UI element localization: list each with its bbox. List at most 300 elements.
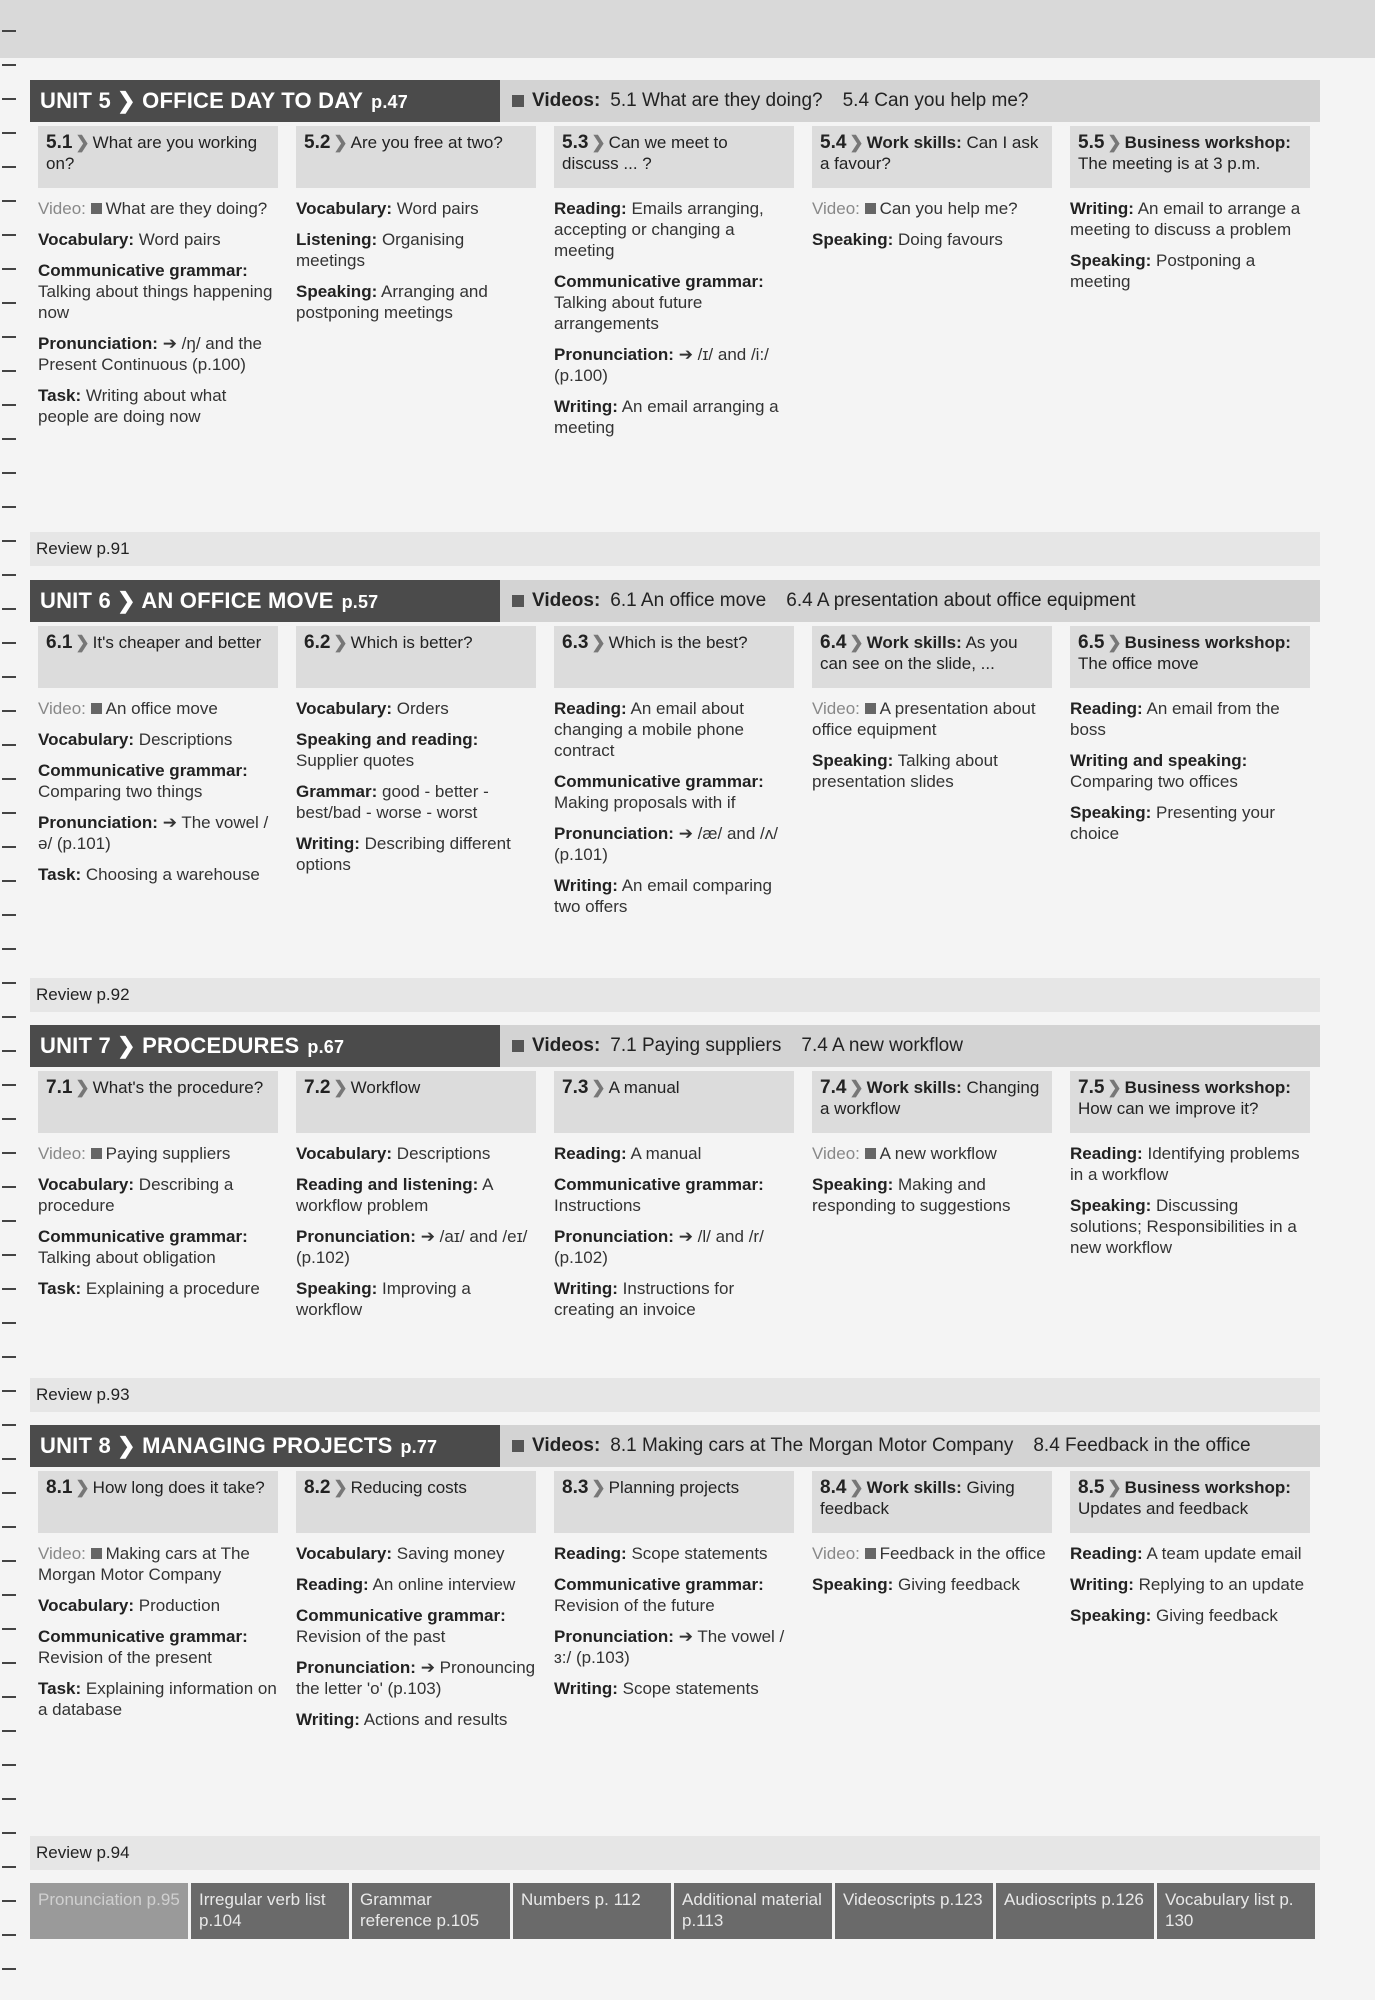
- lesson-item: [1070, 198, 1310, 240]
- unit-header: [30, 1425, 1320, 1467]
- item-text: Making cars at The Morgan Motor Company: [38, 1544, 250, 1584]
- chevron-right-icon: ❯: [849, 1478, 864, 1497]
- margin-mark: [2, 268, 16, 270]
- lesson-title: The meeting is at 3 p.m.: [1078, 154, 1261, 173]
- lesson-item: [812, 750, 1052, 792]
- margin-mark: [2, 1934, 16, 1936]
- margin-mark: [2, 98, 16, 100]
- item-label: Reading:: [1070, 1144, 1143, 1163]
- margin-mark: [2, 1832, 16, 1834]
- item-text: Comparing two offices: [1070, 772, 1238, 791]
- lesson-item: [812, 1143, 1052, 1164]
- lesson-column: [1062, 126, 1320, 448]
- margin-mark: [2, 1662, 16, 1664]
- lesson-item: [296, 729, 536, 771]
- lesson-item: [296, 1574, 536, 1595]
- chevron-right-icon: ❯: [849, 633, 864, 652]
- item-text: What are they doing?: [105, 199, 268, 218]
- lesson-number: 6.3: [562, 632, 589, 653]
- item-text: A team update email: [1146, 1544, 1302, 1563]
- lesson-item: [1070, 802, 1310, 844]
- item-label: Task:: [38, 1679, 82, 1698]
- item-text: Scope statements: [622, 1679, 759, 1698]
- item-text: Talking about presentation slides: [812, 751, 998, 791]
- item-text: Replying to an update: [1138, 1575, 1305, 1594]
- item-text: Instructions for creating an invoice: [554, 1279, 735, 1319]
- item-text: Word pairs: [138, 230, 221, 249]
- chevron-right-icon: ❯: [1107, 633, 1122, 652]
- lesson-item: [38, 229, 278, 250]
- lesson-column: [546, 126, 804, 448]
- margin-mark: [2, 472, 16, 474]
- item-label: Pronunciation:: [554, 1627, 674, 1646]
- lesson-number: 8.5: [1078, 1477, 1105, 1498]
- item-text: An office move: [105, 699, 218, 718]
- margin-mark: [2, 1016, 16, 1018]
- item-label: Reading:: [296, 1575, 369, 1594]
- lesson-columns: [30, 126, 1320, 448]
- item-label: Video:: [38, 1544, 86, 1563]
- item-label: Pronunciation:: [554, 824, 674, 843]
- lesson-number: 6.2: [304, 632, 331, 653]
- unit-section: [30, 1025, 1320, 1330]
- item-text: ➔ Pronouncing the letter 'o' (p.103): [296, 1658, 536, 1698]
- lesson-column: [546, 1071, 804, 1330]
- lesson-type: Work skills:: [866, 1078, 962, 1097]
- unit-title-text: UNIT 7 ❯ PROCEDURES: [40, 1033, 300, 1058]
- item-text: Giving feedback: [897, 1575, 1020, 1594]
- lesson-item: [38, 1226, 278, 1268]
- item-text: Talking about obligation: [38, 1248, 216, 1267]
- lesson-title: Reducing costs: [350, 1478, 467, 1497]
- lesson-column: [30, 1071, 288, 1330]
- chevron-right-icon: ❯: [1107, 1078, 1122, 1097]
- item-text: An online interview: [372, 1575, 516, 1594]
- item-label: Speaking:: [296, 282, 378, 301]
- lesson-column: [1062, 1071, 1320, 1330]
- lesson-column: [1062, 626, 1320, 927]
- video-title: 5.1 What are they doing?: [610, 90, 823, 111]
- lesson-item: [812, 1543, 1052, 1564]
- lesson-column: [288, 1071, 546, 1330]
- chevron-right-icon: ❯: [1107, 1478, 1122, 1497]
- lesson-item: [812, 1574, 1052, 1595]
- item-label: Speaking:: [812, 230, 894, 249]
- margin-mark: [2, 1560, 16, 1562]
- lesson-title: Can we meet to discuss ... ?: [562, 133, 728, 173]
- unit-page: p.57: [341, 592, 379, 612]
- item-label: Reading and listening:: [296, 1175, 479, 1194]
- item-label: Reading:: [554, 199, 627, 218]
- lesson-columns: [30, 1071, 1320, 1330]
- lesson-item: [554, 875, 794, 917]
- margin-mark: [2, 574, 16, 576]
- lesson-item: [554, 271, 794, 334]
- margin-mark: [2, 1288, 16, 1290]
- lesson-header: [1070, 1471, 1310, 1533]
- item-label: Pronunciation:: [554, 345, 674, 364]
- item-label: Vocabulary:: [38, 1175, 135, 1194]
- lesson-type: Work skills:: [866, 133, 962, 152]
- item-label: Pronunciation:: [38, 334, 158, 353]
- unit-title: [30, 580, 500, 622]
- item-label: Vocabulary:: [296, 1144, 393, 1163]
- margin-mark: [2, 1390, 16, 1392]
- video-title: 7.4 A new workflow: [801, 1035, 963, 1056]
- item-text: ➔ /aɪ/ and /eɪ/ (p.102): [296, 1227, 528, 1267]
- item-text: Choosing a warehouse: [85, 865, 260, 884]
- margin-mark: [2, 1254, 16, 1256]
- margin-mark: [2, 1696, 16, 1698]
- appendix-item: Grammar reference p.105: [352, 1883, 510, 1939]
- chevron-right-icon: ❯: [849, 133, 864, 152]
- lesson-item: [812, 1174, 1052, 1216]
- lesson-item: [38, 1174, 278, 1216]
- item-text: Paying suppliers: [105, 1144, 231, 1163]
- item-label: Writing:: [1070, 199, 1134, 218]
- margin-mark: [2, 676, 16, 678]
- item-label: Pronunciation:: [554, 1227, 674, 1246]
- lesson-title: Giving feedback: [820, 1478, 1015, 1518]
- margin-mark: [2, 64, 16, 66]
- lesson-item: [38, 698, 278, 719]
- video-title: 6.4 A presentation about office equipment: [786, 590, 1136, 611]
- unit-videos: [500, 80, 1320, 122]
- item-label: Reading:: [1070, 699, 1143, 718]
- lesson-number: 5.1: [46, 132, 73, 153]
- margin-mark: [2, 1730, 16, 1732]
- lesson-number: 5.4: [820, 132, 847, 153]
- margin-mark: [2, 200, 16, 202]
- lesson-title: Updates and feedback: [1078, 1499, 1249, 1518]
- chevron-right-icon: ❯: [75, 1078, 90, 1097]
- lesson-number: 5.5: [1078, 132, 1105, 153]
- unit-title-text: UNIT 6 ❯ AN OFFICE MOVE: [40, 588, 334, 613]
- item-label: Speaking:: [812, 1175, 894, 1194]
- item-label: Communicative grammar:: [296, 1606, 506, 1625]
- lesson-title: It's cheaper and better: [92, 633, 262, 652]
- item-label: Speaking:: [1070, 803, 1152, 822]
- lesson-number: 6.1: [46, 632, 73, 653]
- lesson-item: [296, 1278, 536, 1320]
- lesson-header: [812, 626, 1052, 688]
- video-title: 6.1 An office move: [610, 590, 767, 611]
- item-text: Making and responding to suggestions: [812, 1175, 1011, 1215]
- unit-title-text: UNIT 5 ❯ OFFICE DAY TO DAY: [40, 88, 364, 113]
- review-link: Review p.94: [30, 1836, 1320, 1870]
- item-text: Identifying problems in a workflow: [1070, 1144, 1300, 1184]
- item-label: Writing:: [554, 397, 618, 416]
- item-label: Video:: [812, 1144, 860, 1163]
- lesson-header: [554, 626, 794, 688]
- lesson-item: [554, 344, 794, 386]
- video-title: 8.1 Making cars at The Morgan Motor Company: [610, 1435, 1014, 1456]
- lesson-item: [296, 229, 536, 271]
- lesson-column: [30, 626, 288, 927]
- video-title: 8.4 Feedback in the office: [1033, 1435, 1251, 1456]
- chevron-right-icon: ❯: [75, 133, 90, 152]
- lesson-item: [296, 1543, 536, 1564]
- lesson-header: [812, 1471, 1052, 1533]
- lesson-item: [1070, 698, 1310, 740]
- lesson-type: Work skills:: [866, 633, 962, 652]
- lesson-column: [804, 1071, 1062, 1330]
- lesson-item: [38, 1278, 278, 1299]
- item-label: Vocabulary:: [38, 230, 135, 249]
- lesson-item: [38, 260, 278, 323]
- video-icon: [512, 595, 524, 607]
- item-text: Describing different options: [296, 834, 511, 874]
- item-label: Task:: [38, 386, 82, 405]
- margin-mark: [2, 1322, 16, 1324]
- item-text: ➔ The vowel /ɜ:/ (p.103): [554, 1627, 785, 1667]
- lesson-item: [554, 198, 794, 261]
- lesson-title: How can we improve it?: [1078, 1099, 1259, 1118]
- margin-mark: [2, 370, 16, 372]
- margin-mark: [2, 132, 16, 134]
- item-label: Communicative grammar:: [38, 1227, 248, 1246]
- margin-mark: [2, 846, 16, 848]
- item-text: Saving money: [396, 1544, 505, 1563]
- margin-mark: [2, 166, 16, 168]
- margin-mark: [2, 1424, 16, 1426]
- lesson-title: What's the procedure?: [92, 1078, 264, 1097]
- unit-page: p.47: [371, 92, 408, 112]
- binding-margin-marks: [0, 30, 24, 1990]
- appendix-item: Additional material p.113: [674, 1883, 832, 1939]
- item-text: An email arranging a meeting: [554, 397, 779, 437]
- item-text: An email comparing two offers: [554, 876, 772, 916]
- lesson-header: [1070, 1071, 1310, 1133]
- item-label: Vocabulary:: [296, 199, 393, 218]
- item-text: Instructions: [554, 1196, 641, 1215]
- chevron-right-icon: ❯: [333, 633, 348, 652]
- video-icon: [865, 203, 876, 214]
- lesson-item: [38, 333, 278, 375]
- unit-page: p.67: [307, 1037, 345, 1057]
- margin-mark: [2, 438, 16, 440]
- item-text: Making proposals with if: [554, 793, 736, 812]
- item-text: Giving feedback: [1155, 1606, 1278, 1625]
- lesson-type: Work skills:: [866, 1478, 962, 1497]
- lesson-item: [1070, 750, 1310, 792]
- chevron-right-icon: ❯: [591, 1078, 606, 1097]
- item-text: Orders: [396, 699, 449, 718]
- unit-title: [30, 1025, 500, 1067]
- lesson-type: Business workshop:: [1124, 1478, 1291, 1497]
- lesson-title: Changing a workflow: [820, 1078, 1040, 1118]
- item-text: ➔ /l/ and /r/ (p.102): [554, 1227, 764, 1267]
- lesson-item: [1070, 250, 1310, 292]
- lesson-item: [296, 1657, 536, 1699]
- lesson-title: Are you free at two?: [350, 133, 503, 152]
- item-text: Supplier quotes: [296, 751, 415, 770]
- item-text: Talking about things happening now: [38, 282, 273, 322]
- lesson-header: [38, 1071, 278, 1133]
- item-text: Emails arranging, accepting or changing a meeting: [554, 199, 764, 260]
- lesson-column: [546, 626, 804, 927]
- item-text: An email to arrange a meeting to discuss a problem: [1070, 199, 1301, 239]
- item-label: Pronunciation:: [296, 1658, 416, 1677]
- margin-mark: [2, 914, 16, 916]
- lesson-number: 6.4: [820, 632, 847, 653]
- item-text: A new workflow: [879, 1144, 997, 1163]
- item-text: Comparing two things: [38, 782, 203, 801]
- lesson-item: [38, 198, 278, 219]
- lesson-column: [30, 126, 288, 448]
- item-text: A manual: [630, 1144, 702, 1163]
- lesson-header: [296, 626, 536, 688]
- lesson-header: [296, 126, 536, 188]
- margin-mark: [2, 1594, 16, 1596]
- lesson-title: Can I ask a favour?: [820, 133, 1039, 173]
- unit-title: [30, 1425, 500, 1467]
- lesson-header: [38, 1471, 278, 1533]
- item-text: Doing favours: [897, 230, 1003, 249]
- item-label: Video:: [812, 1544, 860, 1563]
- item-label: Video:: [812, 699, 860, 718]
- lesson-item: [296, 1709, 536, 1730]
- lesson-column: [546, 1471, 804, 1740]
- margin-mark: [2, 812, 16, 814]
- item-text: Can you help me?: [879, 199, 1018, 218]
- item-label: Writing:: [554, 1679, 618, 1698]
- margin-mark: [2, 608, 16, 610]
- item-label: Vocabulary:: [38, 730, 135, 749]
- lesson-number: 7.1: [46, 1077, 73, 1098]
- lesson-column: [804, 626, 1062, 927]
- margin-mark: [2, 1628, 16, 1630]
- lesson-title: Which is the best?: [608, 633, 748, 652]
- lesson-item: [296, 198, 536, 219]
- item-text: Organising meetings: [296, 230, 465, 270]
- margin-mark: [2, 1526, 16, 1528]
- appendix-item: Numbers p. 112: [513, 1883, 671, 1939]
- lesson-column: [804, 1471, 1062, 1740]
- appendix-item: Audioscripts p.126: [996, 1883, 1154, 1939]
- item-text: Revision of the future: [554, 1596, 715, 1615]
- item-label: Reading:: [1070, 1544, 1143, 1563]
- lesson-item: [296, 1605, 536, 1647]
- lesson-item: [812, 698, 1052, 740]
- item-text: Feedback in the office: [879, 1544, 1046, 1563]
- lesson-header: [812, 126, 1052, 188]
- lesson-header: [38, 626, 278, 688]
- item-label: Reading:: [554, 1144, 627, 1163]
- lesson-item: [554, 1143, 794, 1164]
- lesson-header: [1070, 626, 1310, 688]
- lesson-item: [296, 833, 536, 875]
- item-label: Speaking:: [1070, 1196, 1152, 1215]
- item-label: Communicative grammar:: [554, 1175, 764, 1194]
- item-text: Actions and results: [363, 1710, 508, 1729]
- unit-header: [30, 1025, 1320, 1067]
- lesson-item: [38, 1543, 278, 1585]
- margin-mark: [2, 540, 16, 542]
- lesson-item: [38, 1678, 278, 1720]
- margin-mark: [2, 234, 16, 236]
- chevron-right-icon: ❯: [591, 133, 606, 152]
- margin-mark: [2, 30, 16, 32]
- margin-mark: [2, 404, 16, 406]
- margin-mark: [2, 982, 16, 984]
- chevron-right-icon: ❯: [591, 1478, 606, 1497]
- item-label: Speaking:: [812, 751, 894, 770]
- video-icon: [512, 1440, 524, 1452]
- margin-mark: [2, 1118, 16, 1120]
- lesson-item: [296, 1174, 536, 1216]
- margin-mark: [2, 1458, 16, 1460]
- item-label: Speaking:: [1070, 251, 1152, 270]
- lesson-item: [554, 1678, 794, 1699]
- unit-videos: [500, 580, 1320, 622]
- margin-mark: [2, 642, 16, 644]
- item-text: Improving a workflow: [296, 1279, 471, 1319]
- item-label: Communicative grammar:: [38, 1627, 248, 1646]
- lesson-header: [296, 1471, 536, 1533]
- item-label: Pronunciation:: [296, 1227, 416, 1246]
- lesson-item: [296, 1226, 536, 1268]
- margin-mark: [2, 336, 16, 338]
- item-text: A presentation about office equipment: [812, 699, 1036, 739]
- item-text: ➔ /ŋ/ and the Present Continuous (p.100): [38, 334, 262, 374]
- appendix-item: Irregular verb list p.104: [191, 1883, 349, 1939]
- item-label: Writing and speaking:: [1070, 751, 1248, 770]
- lesson-column: [30, 1471, 288, 1740]
- item-label: Communicative grammar:: [554, 1575, 764, 1594]
- unit-section: [30, 1425, 1320, 1740]
- lesson-title: Planning projects: [608, 1478, 740, 1497]
- item-label: Writing:: [554, 876, 618, 895]
- video-icon: [865, 703, 876, 714]
- lesson-item: [1070, 1543, 1310, 1564]
- lesson-item: [296, 281, 536, 323]
- item-label: Writing:: [296, 1710, 360, 1729]
- unit-header: [30, 80, 1320, 122]
- unit-title-text: UNIT 8 ❯ MANAGING PROJECTS: [40, 1433, 393, 1458]
- item-label: Speaking:: [296, 1279, 378, 1298]
- item-label: Video:: [38, 199, 86, 218]
- videos-label: Videos:: [532, 90, 601, 111]
- lesson-header: [1070, 126, 1310, 188]
- lesson-number: 5.3: [562, 132, 589, 153]
- lesson-title: As you can see on the slide, ...: [820, 633, 1018, 673]
- unit-section: [30, 580, 1320, 927]
- margin-mark: [2, 1968, 16, 1970]
- lesson-item: [812, 198, 1052, 219]
- lesson-item: [38, 385, 278, 427]
- item-label: Pronunciation:: [38, 813, 158, 832]
- item-text: Revision of the present: [38, 1648, 212, 1667]
- item-text: Talking about future arrangements: [554, 293, 703, 333]
- margin-mark: [2, 302, 16, 304]
- unit-section: [30, 80, 1320, 448]
- lesson-header: [554, 1471, 794, 1533]
- item-text: Descriptions: [396, 1144, 491, 1163]
- margin-mark: [2, 1186, 16, 1188]
- item-label: Reading:: [554, 699, 627, 718]
- item-text: Describing a procedure: [38, 1175, 234, 1215]
- chevron-right-icon: ❯: [75, 633, 90, 652]
- item-label: Task:: [38, 865, 82, 884]
- chevron-right-icon: ❯: [849, 1078, 864, 1097]
- item-label: Speaking:: [812, 1575, 894, 1594]
- item-text: A workflow problem: [296, 1175, 493, 1215]
- margin-mark: [2, 1152, 16, 1154]
- video-icon: [91, 1148, 102, 1159]
- item-label: Reading:: [554, 1544, 627, 1563]
- unit-page: p.77: [400, 1437, 438, 1457]
